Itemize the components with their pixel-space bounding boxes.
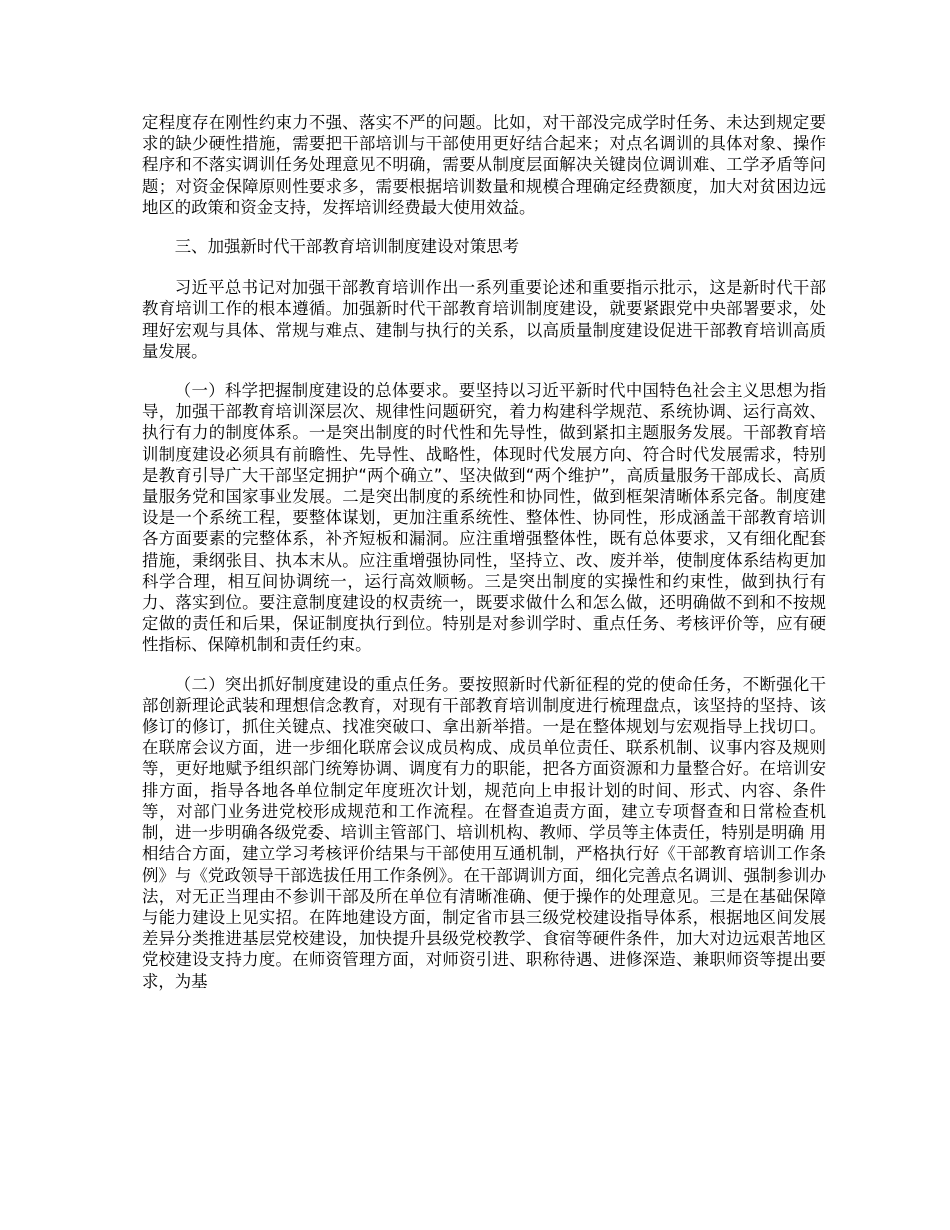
section-heading: 三、加强新时代干部教育培训制度建设对策思考 (174, 237, 519, 257)
key-tasks-text-1: （二）突出抓好制度建设的重点任务。要按照新时代新征程的党的使命任务，不断强化干部创新理论武装和理想信念教育，对现有干部教育培训制度进行梳理盘点，该坚持的坚持、该修订的修订，抓住关键点、找准突破口、拿出新举措。一是在整体规划与宏观指导上找切口。在联席会议方面，进一步细化联席会议成员构成、成员单位责任、联系机制、议事内容及规则等，更好地赋予组织部门统筹协调、调度有力的职能，把各方面资源和力量整合好。在培训安排方面，指导各地各单位制定年度班次计划，规范向上申报计划的时间、形式、内容、条件等，对部门业务进党校形成规范和工作流程。在督查追责方面，建立专项督查和日常检查机制，进一步明确各级党委、培训主管部门、培训机构、教师、学员等主体责任，特别是明确 (142, 674, 826, 843)
paragraph-intro: 习近平总书记对加强干部教育培训作出一系列重要论述和重要指示批示，这是新时代干部教育培训工作的根本遵循。加强新时代干部教育培训制度建设，就要紧跟党中央部署要求，处理好宏观与具体、常规与难点、建制与执行的关系，以高质量制度建设促进干部教育培训高质量发展。 (142, 278, 826, 361)
paragraph-key-tasks (142, 674, 826, 992)
paragraph-general-requirements: （一）科学把握制度建设的总体要求。要坚持以习近平新时代中国特色社会主义思想为指导，加强干部教育培训深层次、规律性问题研究，着力构建科学规范、系统协调、运行高效、执行有力的制度体系。一是突出制度的时代性和先导性，做到紧扣主题服务发展。干部教育培训制度建设必须具有前瞻性、先导性、战略性，体现时代发展方向、符合时代发展需求，特别是教育引导广大干部坚定拥护“两个确立”、坚决做到“两个维护”，高质量服务干部成长、高质量服务党和国家事业发展。二是突出制度的系统性和协同性，做到框架清晰体系完备。制度建设是一个系统工程，要整体谋划，更加注重系统性、整体性、协同性，形成涵盖干部教育培训各方面要素的完整体系，补齐短板和漏洞。应注重增强整体性，既有总体要求，又有细化配套措施，秉纲张目、执本末从。应注重增强协同性，坚持立、改、废并举，使制度体系结构更加科学合理，相互间协调统一，运行高效顺畅。三是突出制度的实操性和约束性，做到执行有力、落实到位。要注意制度建设的权责统一，既要求做什么和怎么做，还明确做不到和不按规定做的责任和后果，保证制度执行到位。特别是对参训学时、重点任务、考核评价等，应有硬性指标、保障机制和责任约束。 (142, 381, 826, 655)
key-tasks-text-2: 用相结合方面，建立学习考核评价结果与干部使用互通机制，严格执行好《干部教育培训工作条例》与《党政领导干部选拔任用工作条例》。在干部调训方面，细化完善点名调训、强制参训办法，对无正当理由不参训干部及所在单位有清晰准确、便于操作的处理意见。三是在基础保障与能力建设上见实招。在阵地建设方面，制定省市县三级党校建设指导体系，根据地区间发展差异分类推进基层党校建设，加快提升县级党校教学、食宿等硬件条件，加大对边远艰苦地区党校建设支持力度。在师资管理方面，对师资引进、职称待遇、进修深造、兼职师资等提出要求，为基 (142, 823, 827, 991)
paragraph-continuation: 定程度存在刚性约束力不强、落实不严的问题。比如，对干部没完成学时任务、未达到规定要求的缺少硬性措施，需要把干部培训与干部使用更好结合起来；对点名调训的具体对象、操作程序和不落实调训任务处理意见不明确，需要从制度层面解决关键岗位调训难、工学矛盾等问题；对资金保障原则性要求多，需要根据培训数量和规模合理确定经费额度，加大对贫困边远地区的政策和资金支持，发挥培训经费最大使用效益。 (142, 113, 826, 217)
document-body (142, 112, 826, 1010)
